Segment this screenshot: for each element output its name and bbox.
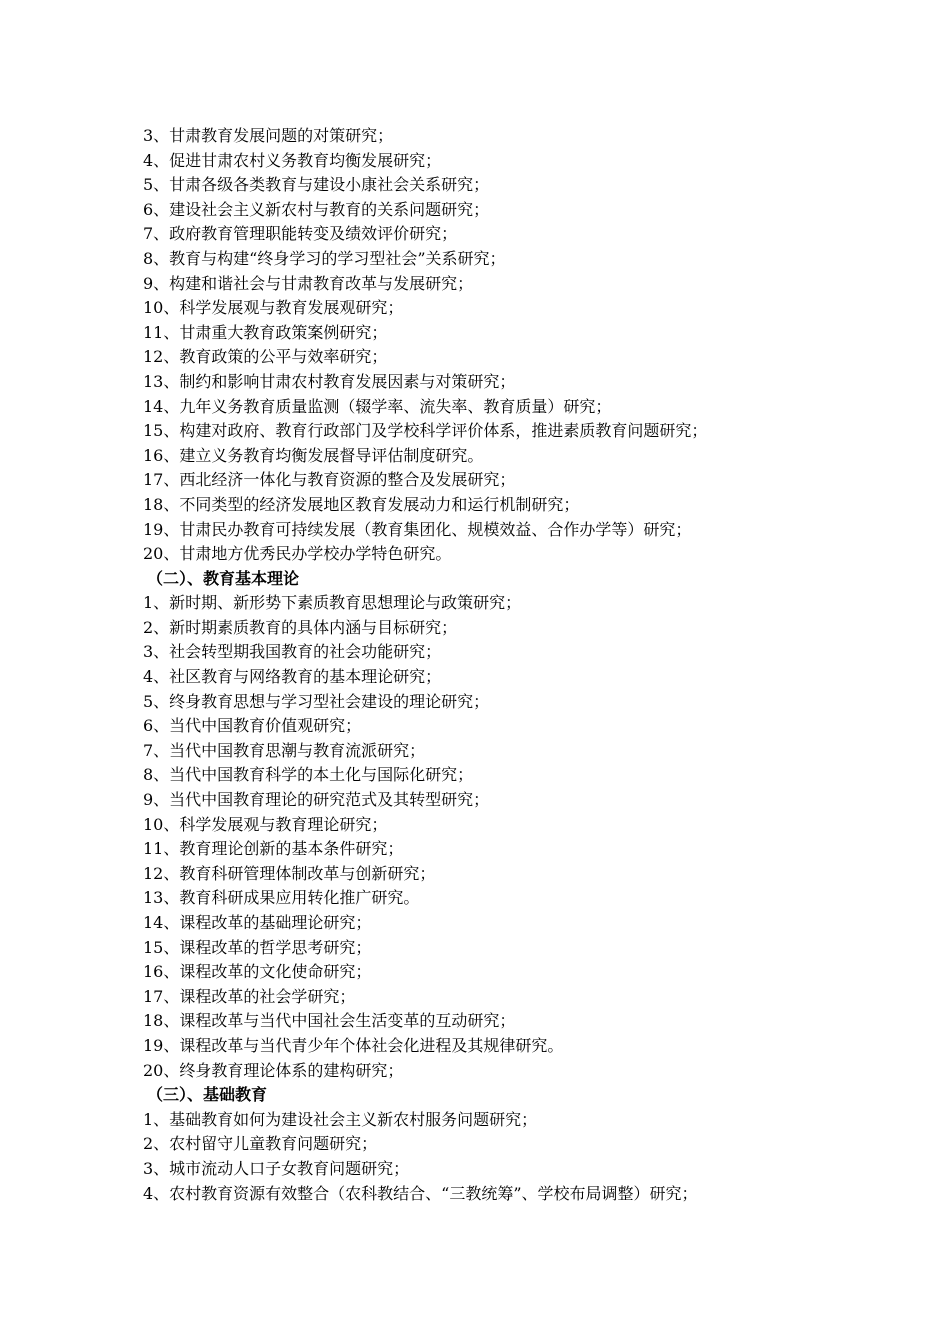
list-item: 19、甘肃民办教育可持续发展（教育集团化、规模效益、合作办学等）研究； — [143, 519, 692, 539]
list-item: 4、农村教育资源有效整合（农科教结合、“三教统筹”、学校布局调整）研究； — [143, 1183, 698, 1203]
list-item: 12、教育科研管理体制改革与创新研究； — [143, 863, 436, 883]
list-item: 17、西北经济一体化与教育资源的整合及发展研究； — [143, 470, 516, 490]
list-item: 11、教育理论创新的基本条件研究； — [143, 839, 404, 859]
list-item: 8、教育与构建“终身学习的学习型社会”关系研究； — [143, 248, 506, 268]
list-item: 16、建立义务教育均衡发展督导评估制度研究。 — [143, 445, 484, 465]
list-item: 3、城市流动人口子女教育问题研究； — [143, 1158, 410, 1178]
section-2-list — [143, 591, 923, 1083]
list-item: 20、终身教育理论体系的建构研究； — [143, 1060, 404, 1080]
list-item: 4、社区教育与网络教育的基本理论研究； — [143, 667, 442, 687]
list-item: 14、九年义务教育质量监测（辍学率、流失率、教育质量）研究； — [143, 396, 612, 416]
list-item: 9、构建和谐社会与甘肃教育改革与发展研究； — [143, 273, 474, 293]
list-item: 10、科学发展观与教育发展观研究； — [143, 298, 404, 318]
list-item: 18、课程改革与当代中国社会生活变革的互动研究； — [143, 1011, 516, 1031]
list-item: 9、当代中国教育理论的研究范式及其转型研究； — [143, 790, 490, 810]
list-item: 8、当代中国教育科学的本土化与国际化研究； — [143, 765, 474, 785]
list-item: 4、促进甘肃农村义务教育均衡发展研究； — [143, 150, 442, 170]
list-item: 2、农村留守儿童教育问题研究； — [143, 1134, 378, 1154]
list-item: 18、不同类型的经济发展地区教育发展动力和运行机制研究； — [143, 494, 580, 514]
list-item: 5、甘肃各级各类教育与建设小康社会关系研究； — [143, 175, 490, 195]
list-item: 1、新时期、新形势下素质教育思想理论与政策研究； — [143, 593, 522, 613]
list-item: 13、制约和影响甘肃农村教育发展因素与对策研究； — [143, 371, 516, 391]
list-item: 1、基础教育如何为建设社会主义新农村服务问题研究； — [143, 1109, 538, 1129]
list-item: 7、政府教育管理职能转变及绩效评价研究； — [143, 224, 458, 244]
list-item: 5、终身教育思想与学习型社会建设的理论研究； — [143, 691, 490, 711]
list-item: 19、课程改革与当代青少年个体社会化进程及其规律研究。 — [143, 1035, 564, 1055]
section-3-list — [143, 1108, 923, 1206]
list-item: 13、教育科研成果应用转化推广研究。 — [143, 888, 420, 908]
list-item: 16、课程改革的文化使命研究； — [143, 962, 372, 982]
list-item: 14、课程改革的基础理论研究； — [143, 913, 372, 932]
list-item: 11、甘肃重大教育政策案例研究； — [143, 322, 388, 342]
section-1-list — [143, 124, 923, 567]
list-item: 6、建设社会主义新农村与教育的关系问题研究； — [143, 199, 490, 219]
section-heading: （三）、基础教育 — [147, 1085, 268, 1105]
list-item: 10、科学发展观与教育理论研究； — [143, 814, 388, 834]
list-item: 6、当代中国教育价值观研究； — [143, 716, 362, 736]
list-item: 3、社会转型期我国教育的社会功能研究； — [143, 642, 442, 662]
list-item: 15、课程改革的哲学思考研究； — [143, 937, 372, 957]
list-item: 7、当代中国教育思潮与教育流派研究； — [143, 740, 426, 760]
document-page — [143, 124, 923, 1206]
list-item: 20、甘肃地方优秀民办学校办学特色研究。 — [143, 544, 452, 564]
list-item: 3、甘肃教育发展问题的对策研究； — [143, 126, 394, 145]
section-heading: （二）、教育基本理论 — [147, 568, 300, 588]
list-item: 17、课程改革的社会学研究； — [143, 986, 356, 1006]
list-item: 2、新时期素质教育的具体内涵与目标研究； — [143, 617, 458, 637]
list-item: 15、构建对政府、教育行政部门及学校科学评价体系，推进素质教育问题研究； — [143, 421, 708, 441]
list-item: 12、教育政策的公平与效率研究； — [143, 347, 388, 367]
